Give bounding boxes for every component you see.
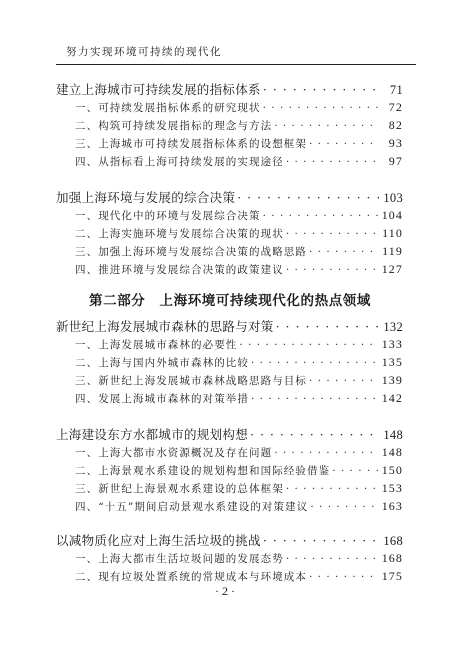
toc-page-number: 72 — [388, 100, 403, 114]
leader-dots — [286, 264, 379, 276]
leader-dots — [286, 483, 379, 495]
toc-entry-title: 二、上海与国内外城市森林的比较 — [75, 357, 249, 369]
toc-page-number: 150 — [381, 463, 403, 477]
toc-section-entry[interactable] — [75, 244, 403, 259]
leader-dots — [332, 465, 379, 477]
toc-entry-title: 四、发展上海城市森林的对策举措 — [75, 393, 249, 405]
leader-dots — [309, 138, 379, 150]
toc-entry-title: 一、现代化中的环境与发展综合决策 — [75, 210, 261, 222]
toc-section-entry[interactable] — [75, 118, 403, 133]
leader-dots — [309, 375, 379, 387]
leader-dots — [237, 190, 379, 205]
leader-dots — [276, 319, 379, 334]
leader-dots — [286, 156, 379, 168]
toc-entry-title: 四、推进环境与发展综合决策的政策建议 — [75, 264, 284, 276]
toc-page-number: 103 — [383, 191, 403, 205]
toc-page-number: 119 — [382, 244, 403, 258]
leader-dots — [251, 357, 379, 369]
toc-entry-title: 上海建设东方水都城市的规划构想 — [56, 427, 249, 442]
toc-chapter-entry[interactable] — [56, 317, 403, 335]
toc-chapter-entry[interactable] — [56, 188, 403, 206]
toc-section-entry[interactable] — [75, 373, 403, 388]
toc-section-entry[interactable] — [75, 551, 403, 566]
leader-dots — [309, 246, 379, 258]
leader-dots — [239, 339, 379, 351]
toc-entry-title: 四、“十五”期间启动景观水系建设的对策建议 — [75, 501, 309, 513]
toc-section-entry[interactable] — [75, 445, 403, 460]
toc-entry-title: 建立上海城市可持续发展的指标体系 — [56, 82, 261, 97]
toc-section-entry[interactable] — [75, 100, 403, 115]
leader-dots — [263, 533, 379, 548]
toc-page-number: 132 — [383, 320, 403, 334]
toc-entry-title: 新世纪上海发展城市森林的思路与对策 — [56, 319, 274, 334]
leader-dots — [310, 501, 379, 513]
leader-dots — [251, 393, 379, 405]
toc-page-number: 133 — [381, 337, 403, 351]
toc-entry-title: 三、新世纪上海发展城市森林战略思路与目标 — [75, 375, 307, 387]
toc-section-entry[interactable] — [75, 136, 403, 151]
leader-dots — [286, 553, 379, 565]
leader-dots — [286, 228, 379, 240]
toc-entry-title: 一、上海发展城市森林的必要性 — [75, 339, 238, 351]
toc-section-entry[interactable] — [75, 569, 403, 584]
leader-dots — [274, 120, 379, 132]
toc-page-number: 71 — [389, 83, 403, 97]
toc-page-number: 148 — [381, 445, 403, 459]
toc-entry-title: 一、上海大都市水资源概况及存在问题 — [75, 447, 273, 459]
toc-page-number: 110 — [382, 226, 403, 240]
toc-section-entry[interactable] — [75, 154, 403, 169]
toc-section-entry[interactable] — [75, 208, 403, 223]
leader-dots — [263, 102, 379, 114]
toc-page-number: 163 — [381, 499, 403, 513]
toc-page-number: 168 — [381, 551, 403, 565]
page-number-footer: · 2 · — [215, 584, 235, 598]
toc-section-entry[interactable] — [75, 463, 403, 478]
toc-chapter-entry[interactable] — [56, 425, 403, 443]
toc-page-number: 142 — [381, 391, 403, 405]
toc-page-number: 93 — [388, 136, 403, 150]
toc-page-number: 104 — [381, 208, 403, 222]
toc-chapter-entry[interactable] — [56, 80, 403, 98]
toc-section-entry[interactable] — [75, 355, 403, 370]
toc-chapter-entry[interactable] — [56, 531, 403, 549]
toc-section-entry[interactable] — [75, 337, 403, 352]
toc-page-number: 153 — [381, 481, 403, 495]
toc-entry-title: 二、构筑可持续发展指标的理念与方法 — [75, 120, 273, 132]
toc-page-number: 148 — [383, 428, 403, 442]
leader-dots — [274, 447, 379, 459]
toc-page-number: 139 — [381, 373, 403, 387]
toc-entry-title: 一、上海大都市生活垃圾问题的发展态势 — [75, 553, 284, 565]
toc-entry-title: 二、上海实施环境与发展综合决策的现状 — [75, 228, 284, 240]
toc-entry-title: 四、从指标看上海可持续发展的实现途径 — [75, 156, 284, 168]
toc-section-entry[interactable] — [75, 391, 403, 406]
header-rule — [56, 64, 416, 65]
toc-entry-title: 二、现有垃圾处置系统的常规成本与环境成本 — [75, 571, 307, 583]
running-header: 努力实现环境可持续的现代化 — [66, 46, 222, 58]
leader-dots — [250, 427, 379, 442]
toc-entry-title: 二、上海景观水系建设的规划构想和国际经验借鉴 — [75, 465, 331, 477]
toc-page-number: 135 — [381, 355, 403, 369]
toc-page-number: 127 — [381, 262, 403, 276]
toc-entry-title: 一、可持续发展指标体系的研究现状 — [75, 102, 261, 114]
toc-page-number: 168 — [383, 534, 403, 548]
toc-section-entry[interactable] — [75, 226, 403, 241]
toc-entry-title: 加强上海环境与发展的综合决策 — [56, 190, 236, 205]
toc-entry-title: 三、加强上海环境与发展综合决策的战略思路 — [75, 246, 307, 258]
toc-page-number: 175 — [381, 569, 403, 583]
toc-entry-title: 以减物质化应对上海生活垃圾的挑战 — [56, 533, 261, 548]
toc-section-entry[interactable] — [75, 262, 403, 277]
toc-section-entry[interactable] — [75, 499, 403, 514]
part-heading: 第二部分 上海环境可持续现代化的热点领域 — [89, 293, 371, 309]
toc-section-entry[interactable] — [75, 481, 403, 496]
toc-entry-title: 三、新世纪上海景观水系建设的总体框架 — [75, 483, 284, 495]
leader-dots — [309, 571, 379, 583]
toc-entry-title: 三、上海城市可持续发展指标体系的设想框架 — [75, 138, 307, 150]
leader-dots — [263, 210, 379, 222]
leader-dots — [263, 82, 379, 97]
toc-page-number: 97 — [388, 154, 403, 168]
toc-page-number: 82 — [388, 118, 403, 132]
